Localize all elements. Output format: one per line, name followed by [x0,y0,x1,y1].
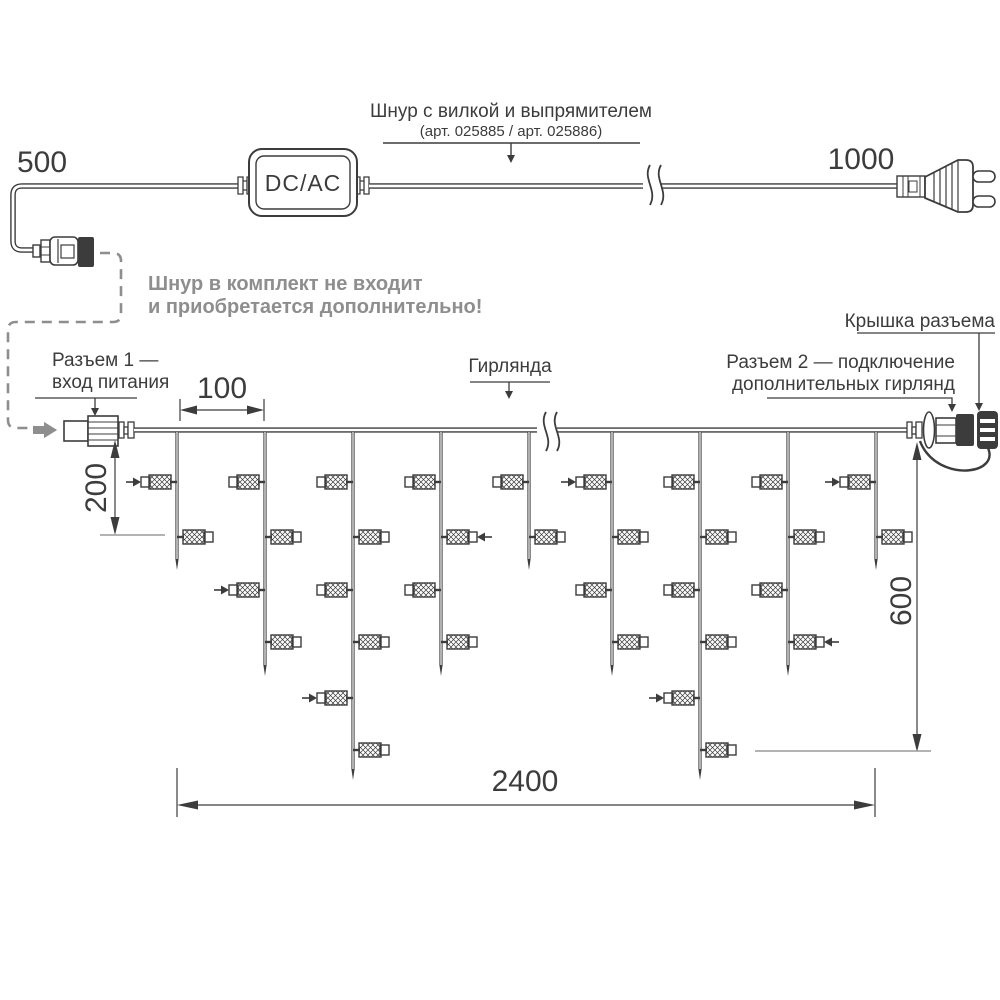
led-bulb [576,583,612,597]
led-bulb [353,743,389,757]
led-bulb [700,635,736,649]
icicle-drop-1 [126,432,213,570]
cord-callout [370,101,652,163]
led-bulb [664,691,700,705]
plug-pin-top [973,171,995,182]
led-bulb [529,530,565,544]
garland-label: Гирлянда [468,356,552,377]
connector2-callout [726,352,956,412]
flash-marker-icon [649,694,664,703]
connector2-label-line2: дополнительных гирлянд [731,374,955,395]
dim-200-label: 200 [80,462,113,514]
icicle-drop-3 [302,432,389,780]
led-bulb [840,475,876,489]
connector1-arrowhead [91,408,99,416]
led-bulb [612,530,648,544]
garland-callout [468,356,552,399]
icicle-drop-6 [561,432,648,676]
flash-marker-icon [214,586,229,595]
led-bulb [405,475,441,489]
cord-callout-articles: (арт. 025885 / арт. 025886) [419,123,603,140]
led-bulb [353,530,389,544]
led-bulb [752,475,788,489]
not-included-note [148,273,482,318]
led-bulb [229,475,265,489]
optional-cord-dashed-path [8,253,121,428]
cord-end-connector [33,237,94,267]
led-bulb [752,583,788,597]
garland-section [33,311,998,817]
led-bulb [265,635,301,649]
led-bulb [576,475,612,489]
led-bulb [876,530,912,544]
icicle-drop-8 [752,432,839,676]
cord-callout-title: Шнур с вилкой и выпрямителем [370,101,652,122]
icicle-drop-4 [405,432,492,676]
icicle-drop-5 [493,432,565,570]
led-bulb [317,583,353,597]
led-bulb [664,475,700,489]
connector2-black-body [956,414,974,446]
flash-marker-icon [302,694,317,703]
icicle-drop-7 [649,432,736,780]
flash-marker-icon [126,478,141,487]
led-bulb [317,475,353,489]
led-bulb [353,635,389,649]
connector1-label-line1: Разъем 1 — [52,350,159,371]
icicle-drop-2 [214,432,301,676]
dim-100-label: 100 [196,372,248,405]
icicle-drop-9 [825,432,912,570]
dim-500-label: 500 [16,146,68,179]
led-bulb [788,635,824,649]
led-bulb [317,691,353,705]
led-bulb [141,475,177,489]
dcac-label: DC/AC [264,170,342,196]
garland-connector2 [907,411,998,470]
dim-2400 [177,765,875,817]
flash-marker-icon [824,638,839,647]
led-bulb [441,530,477,544]
led-bulb [700,530,736,544]
power-in-arrow [33,422,57,438]
connector1-callout [35,350,169,416]
led-bulb [788,530,824,544]
led-bulb [441,635,477,649]
cap-arrowhead [975,403,983,411]
flash-marker-icon [561,478,576,487]
led-bulb [405,583,441,597]
dim-100 [180,372,264,421]
garland-main-wire [134,412,908,451]
power-plug [897,160,995,212]
cord-callout-arrowhead [507,155,515,163]
dim-600-label: 600 [885,575,918,627]
led-bulb [700,743,736,757]
connector2-label-line1: Разъем 2 — подключение [726,352,955,373]
led-bulb [664,583,700,597]
garland-connector1 [64,416,134,446]
led-bulb [177,530,213,544]
connector-cap-black [78,237,94,267]
plug-pin-bottom [973,196,995,207]
note-line1: Шнур в комплект не входит [148,273,423,295]
icicle-drops [126,432,912,780]
dim-1000-label: 1000 [827,143,895,176]
garland-arrowhead [505,391,513,399]
cap-label: Крышка разъема [844,311,995,332]
dim-2400-label: 2400 [491,765,559,798]
flash-marker-icon [477,533,492,542]
connector-cap [977,411,998,449]
flash-marker-icon [825,478,840,487]
connector1-label-line2: вход питания [52,372,170,393]
connector2-arrowhead [948,404,956,412]
note-line2: и приобретается дополнительно! [148,296,483,318]
led-bulb [493,475,529,489]
led-bulb [265,530,301,544]
led-bulb [612,635,648,649]
dcac-converter [238,149,369,216]
cord-right [369,165,897,205]
led-bulb [229,583,265,597]
